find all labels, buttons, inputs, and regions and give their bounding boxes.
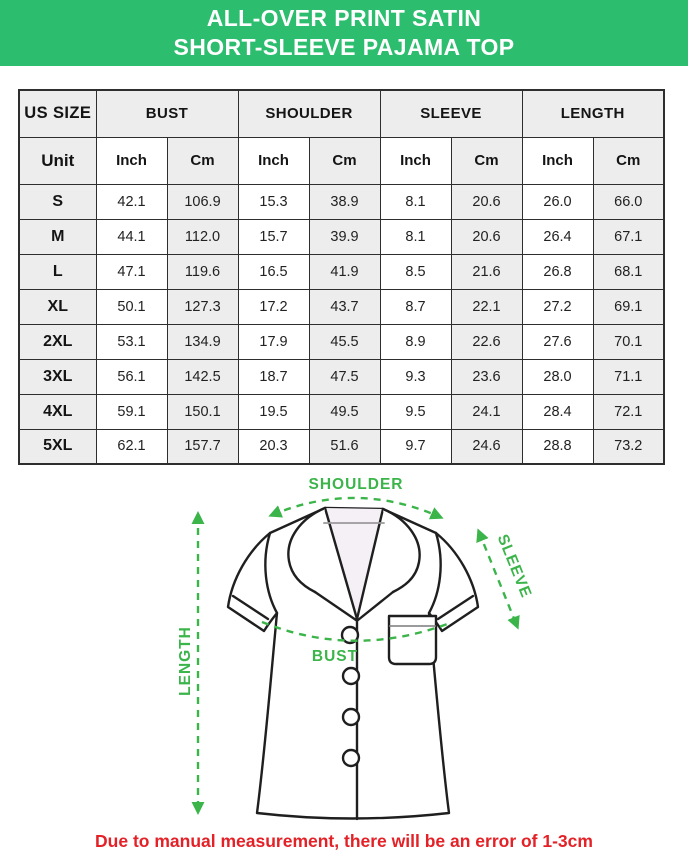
value-cell: 41.9 [309,254,380,289]
value-cell: 8.1 [380,219,451,254]
title-banner [0,0,688,66]
title-line-1: ALL-OVER PRINT SATIN [206,5,482,31]
value-cell: 112.0 [167,219,238,254]
value-cell: 45.5 [309,324,380,359]
value-cell: 15.7 [238,219,309,254]
value-cell: 56.1 [96,359,167,394]
size-cell: 5XL [19,429,96,464]
title-line-2: SHORT-SLEEVE PAJAMA TOP [173,34,515,60]
unit-header: Cm [309,137,380,184]
value-cell: 66.0 [593,184,664,219]
value-cell: 28.8 [522,429,593,464]
value-cell: 24.6 [451,429,522,464]
value-cell: 26.8 [522,254,593,289]
unit-header: Inch [96,137,167,184]
value-cell: 8.1 [380,184,451,219]
value-cell: 16.5 [238,254,309,289]
size-chart-table [18,89,665,465]
size-cell: 2XL [19,324,96,359]
unit-header: Cm [593,137,664,184]
value-cell: 70.1 [593,324,664,359]
value-cell: 22.6 [451,324,522,359]
size-cell: 3XL [19,359,96,394]
unit-header: Cm [451,137,522,184]
value-cell: 42.1 [96,184,167,219]
value-cell: 20.6 [451,184,522,219]
value-cell: 73.2 [593,429,664,464]
size-cell: 4XL [19,394,96,429]
table-row [19,394,664,429]
value-cell: 39.9 [309,219,380,254]
value-cell: 43.7 [309,289,380,324]
value-cell: 69.1 [593,289,664,324]
shoulder-label: SHOULDER [308,476,404,493]
table-row [19,359,664,394]
group-header-bust: BUST [96,90,238,137]
value-cell: 67.1 [593,219,664,254]
value-cell: 18.7 [238,359,309,394]
corner-header: US SIZE [19,90,96,137]
value-cell: 8.5 [380,254,451,289]
value-cell: 157.7 [167,429,238,464]
value-cell: 72.1 [593,394,664,429]
value-cell: 19.5 [238,394,309,429]
table-row [19,254,664,289]
size-cell: L [19,254,96,289]
table-row [19,289,664,324]
size-cell: M [19,219,96,254]
value-cell: 50.1 [96,289,167,324]
value-cell: 71.1 [593,359,664,394]
value-cell: 21.6 [451,254,522,289]
value-cell: 28.0 [522,359,593,394]
value-cell: 28.4 [522,394,593,429]
unit-header: Cm [167,137,238,184]
measurement-diagram [0,465,688,831]
value-cell: 59.1 [96,394,167,429]
value-cell: 47.5 [309,359,380,394]
value-cell: 9.5 [380,394,451,429]
chest-pocket [389,616,436,664]
value-cell: 8.7 [380,289,451,324]
value-cell: 150.1 [167,394,238,429]
value-cell: 20.3 [238,429,309,464]
value-cell: 9.3 [380,359,451,394]
size-cell: S [19,184,96,219]
value-cell: 8.9 [380,324,451,359]
value-cell: 24.1 [451,394,522,429]
value-cell: 20.6 [451,219,522,254]
value-cell: 26.4 [522,219,593,254]
value-cell: 53.1 [96,324,167,359]
unit-header: Inch [522,137,593,184]
value-cell: 62.1 [96,429,167,464]
value-cell: 23.6 [451,359,522,394]
table-row [19,184,664,219]
group-header-length: LENGTH [522,90,664,137]
value-cell: 27.2 [522,289,593,324]
table-row [19,324,664,359]
unit-header: Inch [380,137,451,184]
value-cell: 15.3 [238,184,309,219]
value-cell: 49.5 [309,394,380,429]
bust-label: BUST [311,648,359,665]
length-label: LENGTH [177,626,194,696]
value-cell: 119.6 [167,254,238,289]
table-row [19,219,664,254]
value-cell: 22.1 [451,289,522,324]
measurement-error-note: Due to manual measurement, there will be an error of 1-3cm [95,831,593,851]
table-row [19,429,664,464]
sleeve-label: SLEEVE [493,531,535,601]
value-cell: 17.2 [238,289,309,324]
group-header-sleeve: SLEEVE [380,90,522,137]
value-cell: 38.9 [309,184,380,219]
value-cell: 26.0 [522,184,593,219]
value-cell: 68.1 [593,254,664,289]
value-cell: 51.6 [309,429,380,464]
value-cell: 127.3 [167,289,238,324]
group-header-shoulder: SHOULDER [238,90,380,137]
value-cell: 106.9 [167,184,238,219]
table-group-header-row [19,90,664,137]
size-cell: XL [19,289,96,324]
value-cell: 44.1 [96,219,167,254]
value-cell: 134.9 [167,324,238,359]
unit-label: Unit [19,137,96,184]
value-cell: 142.5 [167,359,238,394]
value-cell: 17.9 [238,324,309,359]
table-unit-row [19,137,664,184]
value-cell: 27.6 [522,324,593,359]
unit-header: Inch [238,137,309,184]
value-cell: 47.1 [96,254,167,289]
value-cell: 9.7 [380,429,451,464]
